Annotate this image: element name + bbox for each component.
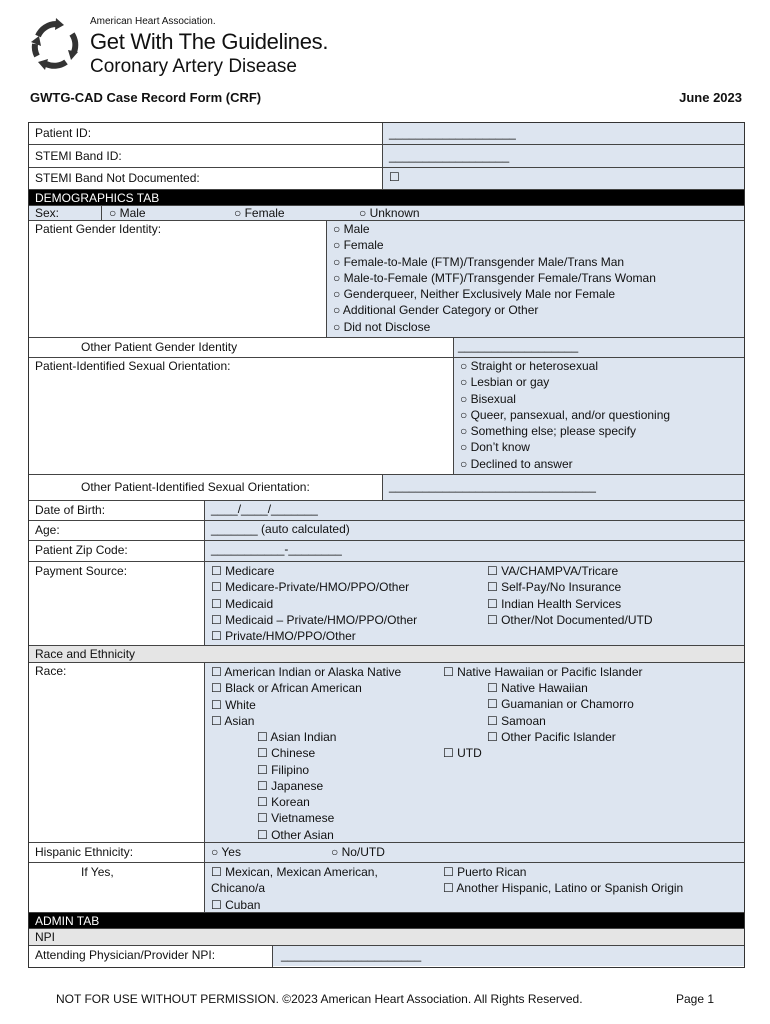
hispanic-row: [29, 843, 744, 863]
module-name: Coronary Artery Disease: [90, 56, 297, 77]
payment-other-checkbox[interactable]: ☐ Other/Not Documented/UTD: [487, 612, 653, 627]
admin-tab-label: ADMIN TAB: [35, 914, 100, 928]
stemi-nd-label: STEMI Band Not Documented:: [35, 171, 200, 185]
crf-form: [28, 122, 745, 968]
demographics-tab-label: DEMOGRAPHICS TAB: [35, 191, 160, 205]
program-name: Get With The Guidelines.: [90, 29, 329, 54]
hispanic-cuban-checkbox[interactable]: ☐ Cuban: [211, 897, 261, 912]
asian-filipino-checkbox[interactable]: ☐ Filipino: [257, 762, 310, 777]
zip-label: Patient Zip Code:: [35, 543, 128, 557]
attending-npi-blank: _____________________: [281, 948, 422, 962]
other-orientation-blank: _______________________________: [389, 479, 596, 493]
dob-label: Date of Birth:: [35, 503, 106, 517]
dob-field[interactable]: [205, 501, 744, 520]
asian-korean-checkbox[interactable]: ☐ Korean: [257, 795, 310, 810]
nh-guamanian-checkbox[interactable]: ☐ Guamanian or Chamorro: [487, 697, 634, 712]
sex-row: [29, 206, 744, 221]
admin-tab-bar: [29, 913, 744, 929]
gender-identity-label: Patient Gender Identity:: [35, 222, 162, 236]
hispanic-mexican-checkbox[interactable]: ☐ Mexican, Mexican American,: [211, 865, 378, 879]
race-american-indian-checkbox[interactable]: ☐ American Indian or Alaska Native: [211, 665, 402, 679]
gender-mtf-radio[interactable]: ○ Male-to-Female (MTF)/Transgender Female/Trans Woman: [333, 270, 656, 285]
sexual-orientation-label: Patient-Identified Sexual Orientation:: [35, 359, 231, 373]
payment-medicaid-checkbox[interactable]: ☐ Medicaid: [211, 596, 274, 611]
hispanic-puerto-rican-checkbox[interactable]: ☐ Puerto Rican: [443, 865, 527, 879]
other-orientation-row: [29, 475, 744, 501]
gender-identity-options: [327, 221, 744, 337]
gwtg-cycle-icon: [30, 18, 80, 70]
gender-other-radio[interactable]: ○ Additional Gender Category or Other: [333, 303, 539, 318]
race-row: [29, 663, 744, 843]
hispanic-label: Hispanic Ethnicity:: [35, 845, 134, 859]
gender-genderqueer-radio[interactable]: ○ Genderqueer, Neither Exclusively Male nor Female: [333, 287, 616, 302]
age-field: [205, 521, 744, 540]
zip-blank: ___________-________: [211, 542, 342, 556]
gender-male-radio[interactable]: ○ Male: [333, 222, 370, 236]
patient-id-label: Patient ID:: [35, 126, 92, 140]
ifyes-label: If Yes,: [81, 865, 114, 879]
payment-ihs-checkbox[interactable]: ☐ Indian Health Services: [487, 596, 622, 611]
stemi-band-label: STEMI Band ID:: [35, 149, 122, 163]
payment-options: [205, 562, 744, 645]
race-ethnicity-label: Race and Ethnicity: [35, 647, 136, 661]
other-gender-field[interactable]: [454, 338, 744, 357]
other-orientation-label: Other Patient-Identified Sexual Orientation:: [81, 480, 310, 494]
hispanic-ifyes-row: [29, 863, 744, 913]
stemi-nd-row: [29, 168, 744, 190]
sexual-orientation-row: [29, 358, 744, 475]
aha-org-name: American Heart Association.: [90, 16, 216, 27]
gender-ftm-radio[interactable]: ○ Female-to-Male (FTM)/Transgender Male/Trans Man: [333, 254, 625, 269]
zip-field[interactable]: [205, 541, 744, 561]
attending-npi-field[interactable]: [273, 946, 744, 966]
ifyes-options: [205, 863, 744, 912]
gender-female-radio[interactable]: ○ Female: [333, 238, 384, 253]
demographics-tab-bar: [29, 190, 744, 206]
npi-header: [29, 929, 744, 946]
stemi-band-blank: __________________: [389, 149, 510, 163]
payment-medicaid-private-checkbox[interactable]: ☐ Medicaid – Private/HMO/PPO/Other: [211, 612, 418, 627]
gender-identity-row: [29, 221, 744, 338]
footer-copyright: NOT FOR USE WITHOUT PERMISSION. ©2023 American Heart Association. All Rights Reserved.: [56, 992, 583, 1006]
orientation-declined-radio[interactable]: ○ Declined to answer: [460, 456, 573, 471]
asian-indian-checkbox[interactable]: ☐ Asian Indian: [257, 730, 337, 744]
race-label: Race:: [35, 664, 67, 678]
form-header: [30, 90, 742, 105]
dob-row: [29, 501, 744, 521]
attending-npi-label: Attending Physician/Provider NPI:: [35, 948, 216, 962]
race-options: [205, 663, 744, 842]
stemi-nd-field: [383, 168, 744, 189]
stemi-band-row: [29, 145, 744, 168]
orientation-bisexual-radio[interactable]: ○ Bisexual: [460, 391, 516, 406]
orientation-straight-radio[interactable]: ○ Straight or heterosexual: [460, 359, 598, 373]
attending-npi-row: [29, 946, 744, 967]
race-white-checkbox[interactable]: ☐ White: [211, 697, 256, 712]
sex-female-radio[interactable]: ○ Female: [234, 206, 285, 220]
other-orientation-field[interactable]: [383, 475, 744, 500]
sex-label: Sex:: [35, 206, 60, 220]
hispanic-yes-radio[interactable]: ○ Yes: [211, 845, 241, 859]
stemi-nd-checkbox[interactable]: ☐: [389, 170, 400, 184]
orientation-lesbian-gay-radio[interactable]: ○ Lesbian or gay: [460, 375, 550, 390]
hispanic-mexican-continued: Chicano/a: [211, 881, 266, 896]
orientation-something-else-radio[interactable]: ○ Something else; please specify: [460, 424, 637, 439]
page-number: Page 1: [676, 992, 715, 1006]
race-native-hawaiian-pi-checkbox[interactable]: ☐ Native Hawaiian or Pacific Islander: [443, 665, 643, 679]
zip-row: [29, 541, 744, 562]
stemi-band-field[interactable]: [383, 145, 744, 167]
payment-label: Payment Source:: [35, 564, 128, 578]
patient-id-field[interactable]: [383, 123, 744, 144]
other-gender-blank: __________________: [458, 339, 579, 353]
payment-medicare-checkbox[interactable]: ☐ Medicare: [211, 564, 275, 578]
race-utd-checkbox[interactable]: ☐ UTD: [443, 746, 482, 760]
other-gender-row: [29, 338, 744, 358]
race-ethnicity-header: [29, 646, 744, 663]
age-row: [29, 521, 744, 541]
nh-other-pi-checkbox[interactable]: ☐ Other Pacific Islander: [487, 729, 616, 744]
payment-row: [29, 562, 744, 646]
patient-id-row: [29, 123, 744, 145]
payment-self-pay-checkbox[interactable]: ☐ Self-Pay/No Insurance: [487, 580, 622, 595]
asian-japanese-checkbox[interactable]: ☐ Japanese: [257, 778, 324, 793]
form-date: June 2023: [679, 90, 742, 105]
gender-not-disclosed-radio[interactable]: ○ Did not Disclose: [333, 319, 431, 334]
asian-chinese-checkbox[interactable]: ☐ Chinese: [257, 746, 316, 761]
sex-male-radio[interactable]: ○ Male: [109, 206, 146, 220]
hispanic-options: [205, 843, 744, 862]
sexual-orientation-options: [454, 358, 744, 474]
nh-native-hawaiian-checkbox[interactable]: ☐ Native Hawaiian: [487, 681, 588, 695]
hispanic-no-radio[interactable]: ○ No/UTD: [331, 845, 385, 859]
orientation-queer-radio[interactable]: ○ Queer, pansexual, and/or questioning: [460, 407, 671, 422]
patient-id-blank: ___________________: [389, 126, 516, 140]
orientation-dont-know-radio[interactable]: ○ Don’t know: [460, 440, 530, 455]
payment-medicare-private-checkbox[interactable]: ☐ Medicare-Private/HMO/PPO/Other: [211, 580, 410, 595]
payment-private-checkbox[interactable]: ☐ Private/HMO/PPO/Other: [211, 629, 356, 644]
hispanic-another-checkbox[interactable]: ☐ Another Hispanic, Latino or Spanish Origin: [443, 881, 684, 896]
npi-label: NPI: [35, 930, 56, 944]
age-value: _______ (auto calculated): [211, 522, 350, 536]
dob-blank: ____/____/_______: [211, 502, 318, 516]
race-asian-checkbox[interactable]: ☐ Asian: [211, 713, 255, 728]
asian-vietnamese-checkbox[interactable]: ☐ Vietnamese: [257, 811, 335, 826]
race-black-checkbox[interactable]: ☐ Black or African American: [211, 681, 362, 696]
age-label: Age:: [35, 523, 60, 537]
form-title: GWTG-CAD Case Record Form (CRF): [30, 90, 262, 105]
asian-other-checkbox[interactable]: ☐ Other Asian: [257, 827, 334, 842]
other-gender-label: Other Patient Gender Identity: [81, 340, 238, 354]
payment-va-checkbox[interactable]: ☐ VA/CHAMPVA/Tricare: [487, 564, 619, 578]
sex-unknown-radio[interactable]: ○ Unknown: [359, 206, 420, 220]
nh-samoan-checkbox[interactable]: ☐ Samoan: [487, 713, 546, 728]
